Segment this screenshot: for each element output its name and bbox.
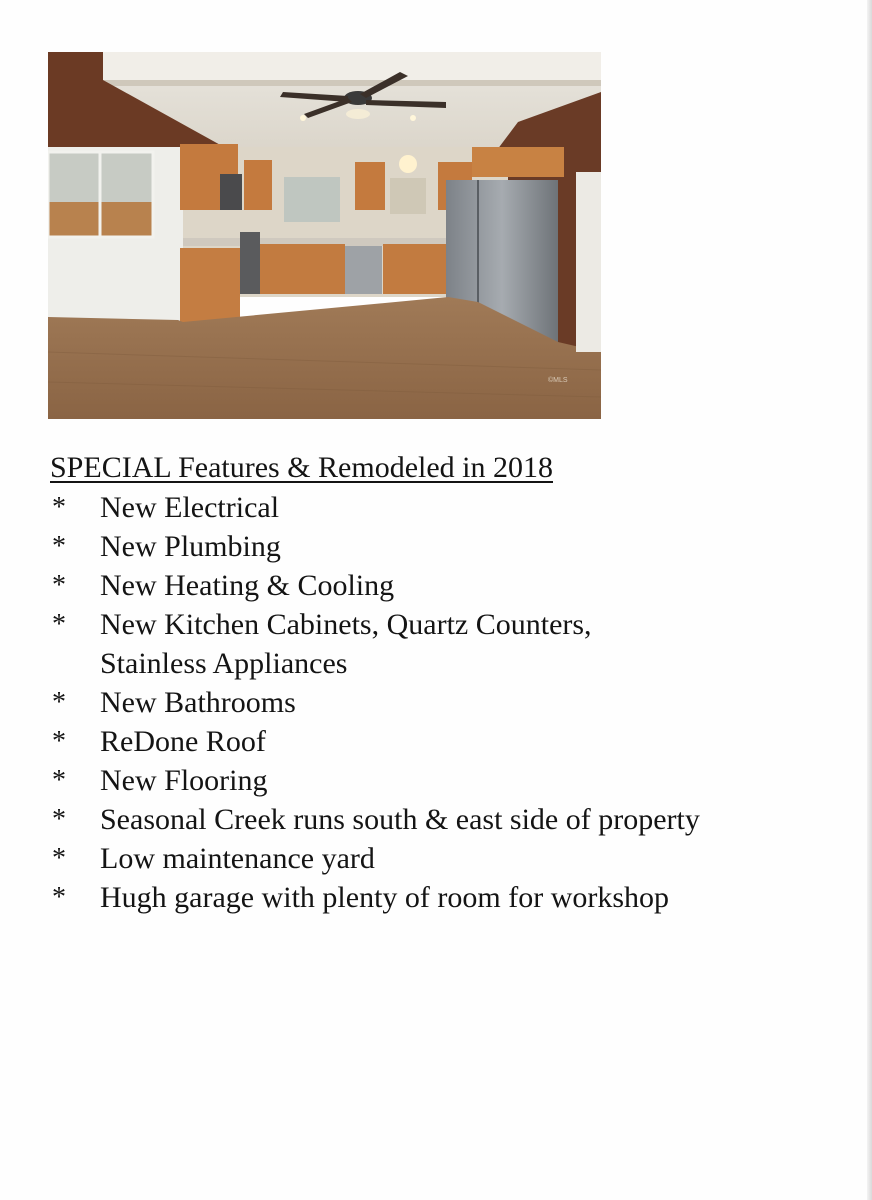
photo-watermark: ©MLS [548, 377, 568, 384]
feature-text: New Bathrooms [100, 686, 296, 719]
bullet-asterisk: * [52, 570, 66, 601]
feature-item [48, 839, 808, 878]
bullet-asterisk: * [52, 843, 66, 874]
bullet-asterisk: * [52, 804, 66, 835]
bullet-asterisk: * [52, 492, 66, 523]
bullet-asterisk: * [52, 609, 66, 640]
feature-item [48, 488, 808, 527]
bullet-asterisk: * [52, 531, 66, 562]
bullet-asterisk: * [52, 882, 66, 913]
feature-item [48, 761, 808, 800]
kitchen-photo [48, 52, 601, 419]
feature-item [48, 800, 808, 839]
feature-text: New Kitchen Cabinets, Quartz Counters, Stainless Appliances [100, 608, 592, 680]
kitchen-photo-illustration [48, 52, 601, 419]
feature-item [48, 683, 808, 722]
scan-edge-shadow [867, 0, 872, 1200]
feature-text: Seasonal Creek runs south & east side of property [100, 803, 700, 836]
feature-text: New Electrical [100, 491, 280, 524]
feature-item [48, 566, 808, 605]
features-heading: SPECIAL Features & Remodeled in 2018 [50, 451, 553, 484]
bullet-asterisk: * [52, 687, 66, 718]
features-list [48, 488, 808, 917]
feature-text: New Flooring [100, 764, 268, 797]
feature-text: Low maintenance yard [100, 842, 375, 875]
feature-item [48, 722, 808, 761]
feature-text: New Plumbing [100, 530, 281, 563]
bullet-asterisk: * [52, 726, 66, 757]
feature-text: New Heating & Cooling [100, 569, 395, 602]
bullet-asterisk: * [52, 765, 66, 796]
feature-text: ReDone Roof [100, 725, 266, 758]
feature-item [48, 878, 808, 917]
feature-text: Hugh garage with plenty of room for workshop [100, 881, 670, 914]
feature-item [48, 605, 808, 683]
feature-item [48, 527, 808, 566]
